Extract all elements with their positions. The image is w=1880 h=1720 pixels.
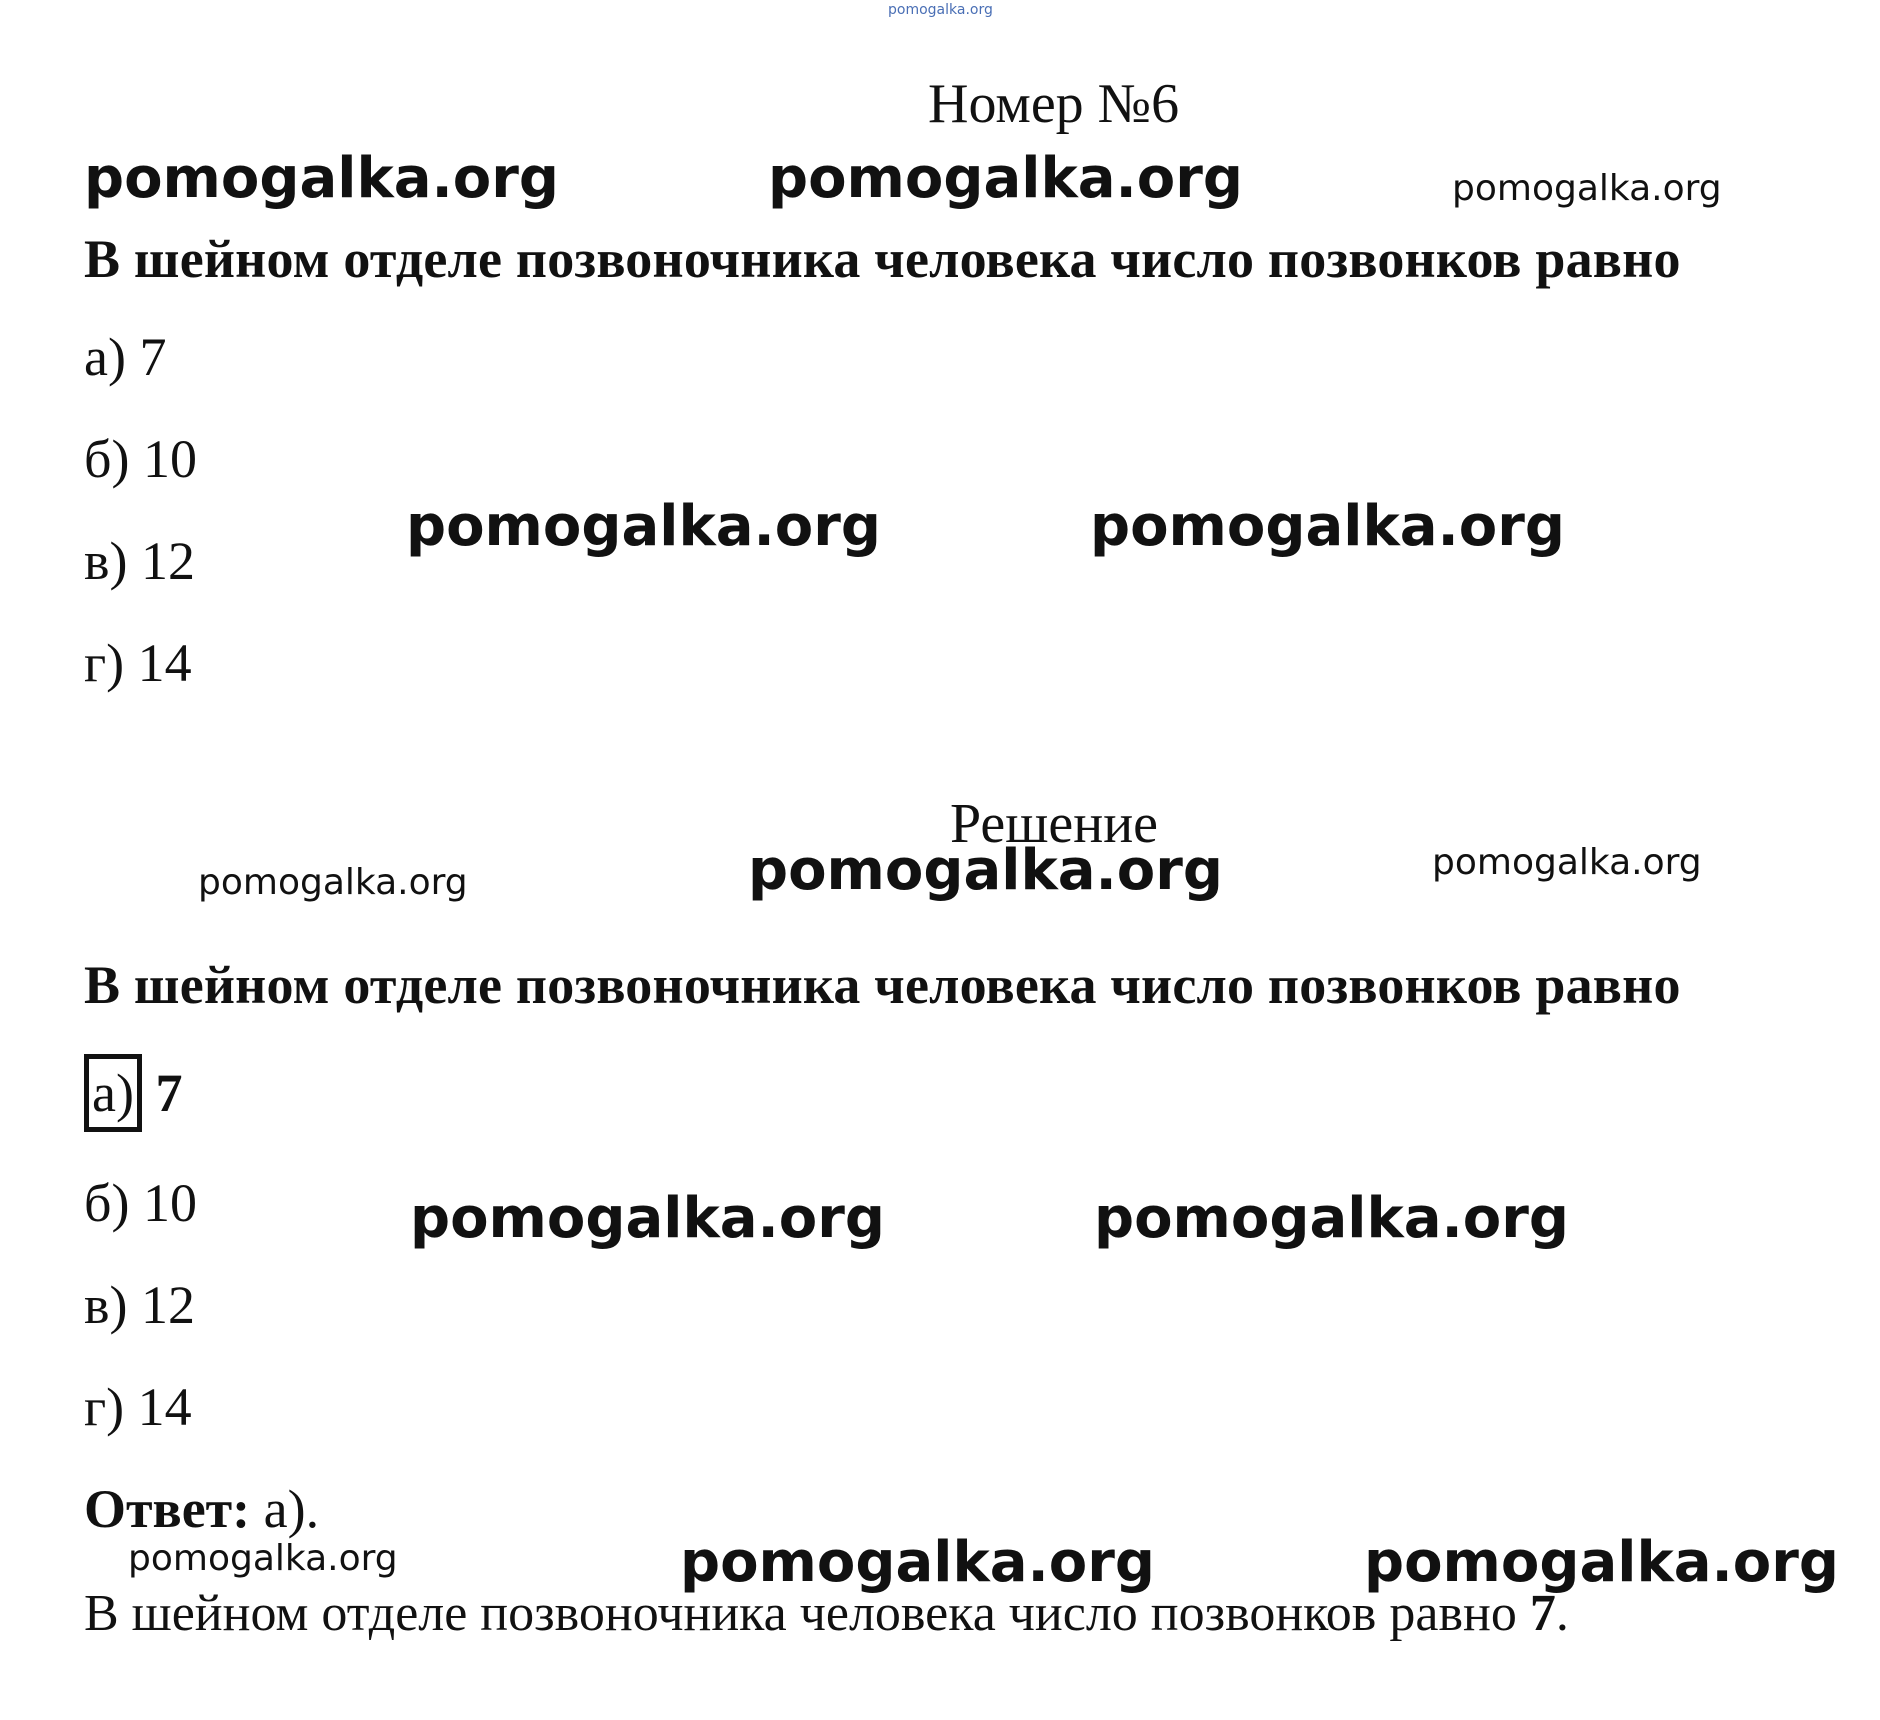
page-title: Номер №6 <box>928 73 1180 135</box>
final-period: . <box>1555 1585 1569 1642</box>
option-a <box>84 326 166 388</box>
selected-answer-box: а) <box>84 1054 142 1132</box>
option-label: г) <box>84 1377 125 1437</box>
solution-option-d <box>84 1376 192 1438</box>
option-b <box>84 428 197 490</box>
solution-option-a <box>84 1054 182 1132</box>
watermark: pomogalka.org <box>1452 168 1722 209</box>
option-d <box>84 632 192 694</box>
option-value: 10 <box>142 429 197 489</box>
option-value: 7 <box>139 327 167 387</box>
watermark: pomogalka.org <box>84 146 559 211</box>
answer-value: а). <box>263 1479 320 1539</box>
solution-question-text: В шейном отделе позвоночника человека число позвонков равно <box>84 955 1681 1015</box>
watermark: pomogalka.org <box>1364 1530 1839 1595</box>
option-c <box>84 530 195 592</box>
option-value: 14 <box>137 633 192 693</box>
watermark: pomogalka.org <box>410 1186 885 1251</box>
final-text: В шейном отделе позвоночника человека число позвонков равно <box>84 1585 1517 1642</box>
watermark: pomogalka.org <box>748 838 1223 903</box>
option-label: в) <box>84 531 128 591</box>
watermark-top: pomogalka.org <box>888 2 993 18</box>
watermark: pomogalka.org <box>406 494 881 559</box>
option-label: г) <box>84 633 125 693</box>
solution-heading: Решение <box>950 793 1159 855</box>
answer-label: Ответ: <box>84 1479 251 1539</box>
option-value: 12 <box>140 531 195 591</box>
option-value: 7 <box>155 1063 183 1123</box>
option-value: 12 <box>140 1275 195 1335</box>
watermark: pomogalka.org <box>768 146 1243 211</box>
option-label: а) <box>84 327 126 387</box>
option-label: в) <box>84 1275 128 1335</box>
watermark: pomogalka.org <box>1090 494 1565 559</box>
question-text: В шейном отделе позвоночника человека число позвонков равно <box>84 229 1681 289</box>
solution-option-b <box>84 1172 197 1234</box>
watermark: pomogalka.org <box>1094 1186 1569 1251</box>
watermark: pomogalka.org <box>1432 842 1702 883</box>
watermark: pomogalka.org <box>680 1530 1155 1595</box>
answer-line <box>84 1478 319 1540</box>
option-label: б) <box>84 1173 130 1233</box>
option-value: 10 <box>142 1173 197 1233</box>
watermark: pomogalka.org <box>128 1538 398 1579</box>
option-label: б) <box>84 429 130 489</box>
solution-option-c <box>84 1274 195 1336</box>
final-value: 7 <box>1529 1585 1556 1642</box>
watermark: pomogalka.org <box>198 862 468 903</box>
option-value: 14 <box>137 1377 192 1437</box>
final-sentence <box>84 1584 1569 1643</box>
